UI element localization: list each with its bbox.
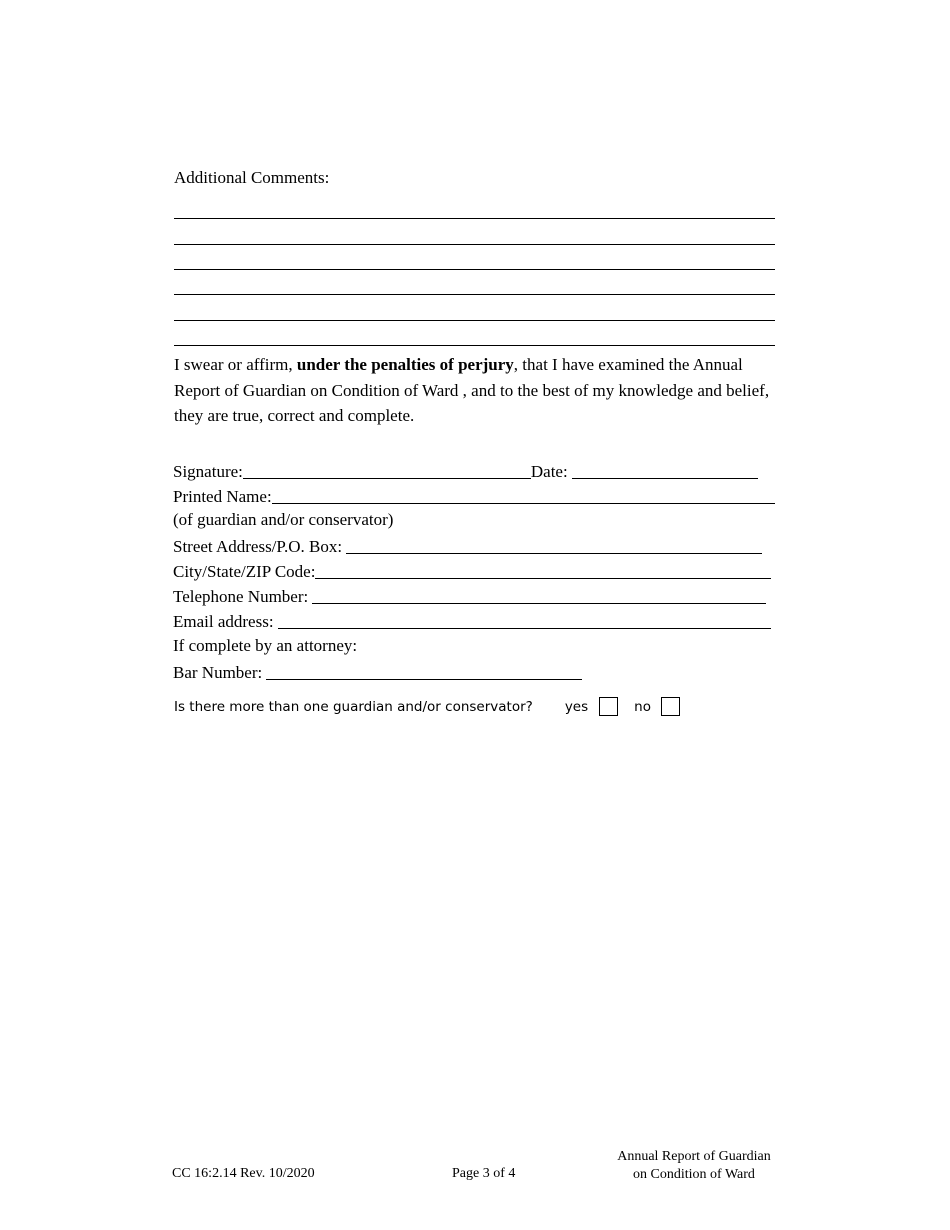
printed-name-row bbox=[173, 485, 775, 507]
telephone-field[interactable] bbox=[312, 603, 766, 604]
signature-field[interactable] bbox=[243, 478, 531, 479]
city-state-zip-label: City/State/ZIP Code: bbox=[173, 562, 316, 581]
bar-number-label: Bar Number: bbox=[173, 663, 263, 682]
street-address-row bbox=[173, 535, 762, 557]
footer-page-number: Page 3 of 4 bbox=[452, 1166, 516, 1181]
street-address-field[interactable] bbox=[346, 553, 762, 554]
printed-name-field[interactable] bbox=[272, 503, 775, 504]
telephone-label: Telephone Number: bbox=[173, 587, 309, 606]
attorney-note: If complete by an attorney: bbox=[173, 636, 358, 655]
comment-line-1[interactable] bbox=[174, 218, 775, 219]
city-state-zip-field[interactable] bbox=[315, 578, 771, 579]
email-field[interactable] bbox=[278, 628, 771, 629]
comment-line-5[interactable] bbox=[174, 320, 775, 321]
footer-title-line1: Annual Report of Guardian bbox=[617, 1149, 771, 1164]
bar-number-row bbox=[173, 661, 582, 683]
bar-number-field[interactable] bbox=[266, 679, 582, 680]
yes-label: yes bbox=[564, 698, 589, 715]
comment-line-2[interactable] bbox=[174, 244, 775, 245]
signature-row bbox=[173, 460, 758, 482]
telephone-row bbox=[173, 585, 766, 607]
comment-line-6[interactable] bbox=[174, 345, 775, 346]
comments-label: Additional Comments: bbox=[174, 168, 330, 187]
affirmation-text bbox=[174, 352, 784, 429]
date-field[interactable] bbox=[572, 478, 758, 479]
guardian-note: (of guardian and/or conservator) bbox=[173, 510, 394, 529]
no-label: no bbox=[634, 698, 651, 715]
affirmation-suffix: , that I have examined the Annual Report of Guardian on Condition of Ward , and to the best of my knowledge and belief, they are true, correct and complete. bbox=[174, 355, 770, 425]
email-label: Email address: bbox=[173, 612, 274, 631]
affirmation-prefix: I swear or affirm, bbox=[174, 355, 297, 374]
footer-title-line2: on Condition of Ward bbox=[633, 1167, 755, 1182]
question-text: Is there more than one guardian and/or conservator? bbox=[174, 698, 533, 715]
email-row bbox=[173, 610, 771, 632]
street-address-label: Street Address/P.O. Box: bbox=[173, 537, 343, 556]
date-label: Date: bbox=[530, 462, 568, 481]
footer-title bbox=[598, 1148, 790, 1184]
footer-form-id: CC 16:2.14 Rev. 10/2020 bbox=[172, 1166, 315, 1181]
comment-line-3[interactable] bbox=[174, 269, 775, 270]
comment-line-4[interactable] bbox=[174, 294, 775, 295]
yes-checkbox[interactable] bbox=[599, 697, 618, 716]
multiple-guardian-question bbox=[174, 697, 680, 716]
no-checkbox[interactable] bbox=[661, 697, 680, 716]
signature-label: Signature: bbox=[173, 462, 243, 481]
printed-name-label: Printed Name: bbox=[173, 487, 272, 506]
affirmation-bold: under the penalties of perjury bbox=[296, 355, 514, 374]
city-state-zip-row bbox=[173, 560, 771, 582]
